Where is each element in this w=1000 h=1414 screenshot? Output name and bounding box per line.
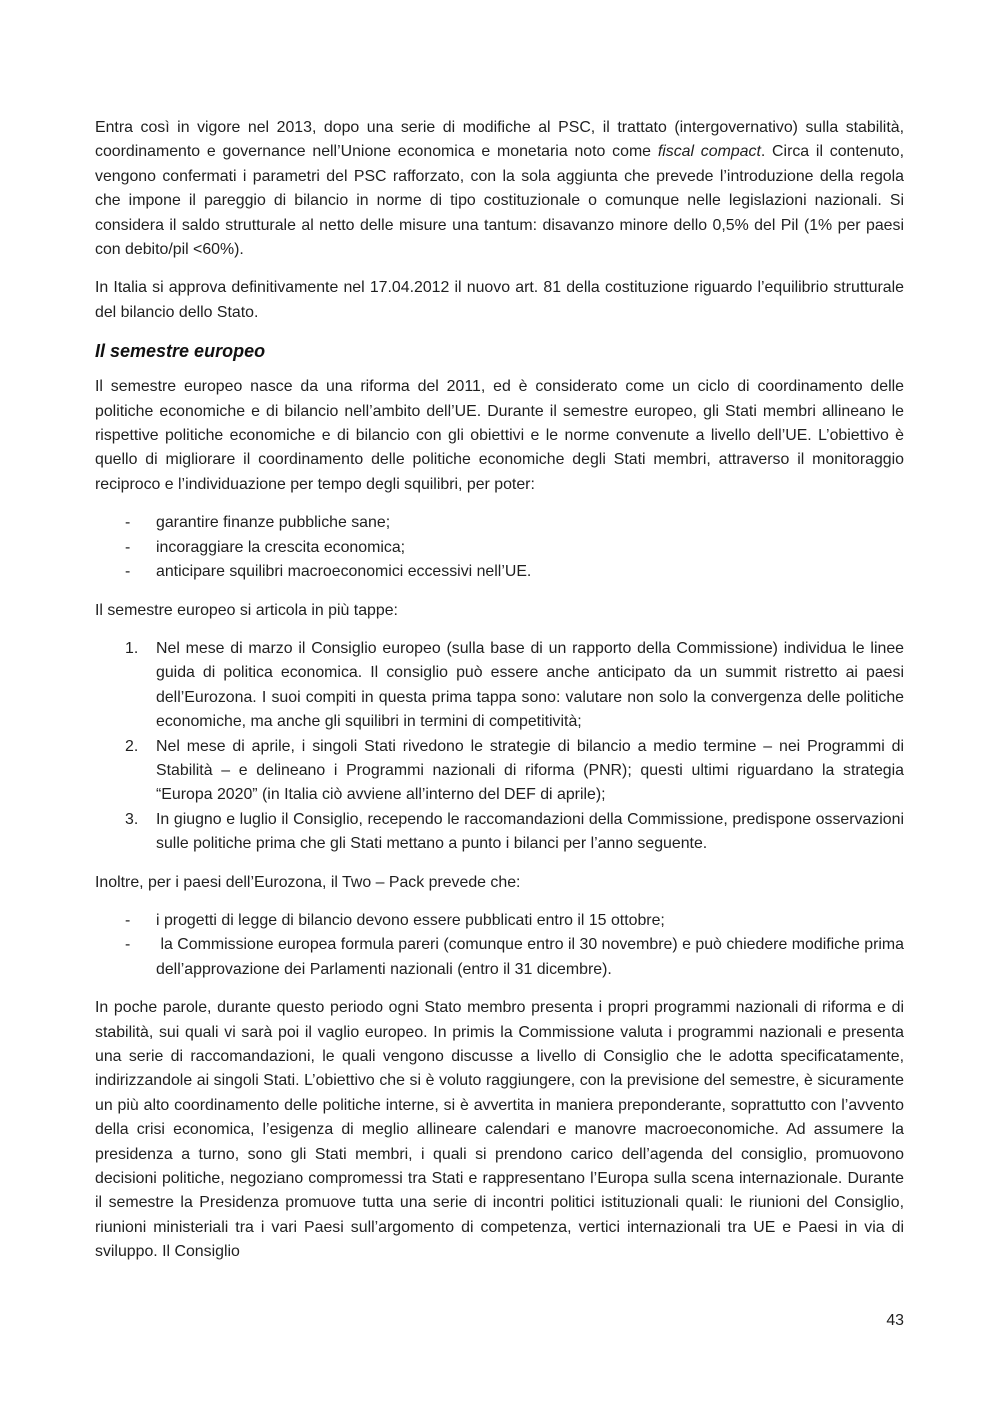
paragraph-tappe: Il semestre europeo si articola in più tappe: [95, 601, 398, 619]
list-item [95, 637, 904, 735]
list-marker: 3. [125, 810, 139, 828]
list-item [95, 933, 909, 982]
list-marker: - [125, 514, 131, 532]
list-item-text: garantire finanze pubbliche sane; [156, 514, 391, 532]
list-marker: - [125, 911, 131, 929]
fiscal-compact-term: fiscal compact [657, 143, 761, 161]
list-item [95, 909, 904, 933]
list-item-text: In giugno e luglio il Consiglio, recependo le raccomandazioni della Commissione, predispone osservazioni sulle politiche prima che gli Stati mettano a punto i bilanci per l’anno seguente. [156, 810, 904, 853]
list-marker: - [125, 936, 131, 954]
paragraph-text: . Circa il contenuto, vengono confermati i parametri del PSC rafforzato, con la sola aggiunta che prevede l’introduzione della regola che impone il pareggio di bilancio in norme di tipo costituzionale o comunque nelle legislazioni nazionali. Si considera il saldo strutturale al netto delle misure una tantum: disavanzo minore dello 0,5% del Pil (1% per paesi con debito/pil <60%). [95, 143, 904, 259]
paragraph-text: Entra così in vigore nel 2013, dopo una serie di modifiche al PSC, il trattato (intergovernativo) sulla stabilità, coordinamento e governance nell’Unione economica e monetaria noto come [95, 119, 904, 161]
paragraph-semestre-intro: Il semestre europeo nasce da una riforma del 2011, ed è considerato come un ciclo di coordinamento delle politiche economiche e di bilancio nell’ambito dell’UE. Durante il semestre europeo, gli Stati membri allineano le rispettive politiche economiche e di bilancio con gli obiettivi e le norme convenute a livello dell’UE. L’obiettivo è quello di migliorare il coordinamento delle politiche economiche degli Stati membri, attraverso il monitoraggio reciproco e l’individuazione per tempo degli squilibri, per poter: [95, 378, 904, 493]
paragraph-summary: In poche parole, durante questo periodo ogni Stato membro presenta i propri programmi nazionali di riforma e di stabilità, sui quali vi sarà poi il vaglio europeo. In primis la Commissione valuta i programmi nazionali e presenta una serie di raccomandazioni, le quali vengono discusse a livello di Consiglio che le adotta specificatamente, indirizzandole ai singoli Stati. L’obiettivo che si è voluto raggiungere, con la previsione del semestre, è sicuramente un più alto coordinamento delle politiche interne, si è avvertita in maniera preponderante, soprattutto con l’avvento della crisi economica, l’esigenza di meglio allineare calendari e manovre macroeconomiche. Ad assumere la presidenza a turno, sono gli Stati membri, i quali si prendono carico dell’agenda del consiglio, promuovono decisioni politiche, negoziano compromessi tra Stati e rappresentano l’Europa sulla scena internazionale. Durante il semestre la Presidenza promuove tutta una serie di incontri politici istituzionali quali: le riunioni del Consiglio, riunioni ministeriali tra i vari Paesi sull’argomento di competenza, vertici internazionali tra UE e Paesi in via di sviluppo. Il Consiglio [95, 999, 904, 1261]
list-item-text: Nel mese di marzo il Consiglio europeo (sulla base di un rapporto della Commissione) individua le linee guida di politica economica. Il consiglio può essere anche anticipato da un summit ristretto ai paesi dell’Eurozona. I suoi compiti in questa prima tappa sono: valutare non solo la convergenza delle politiche economiche, ma anche gli squilibri in termini di competitività; [156, 639, 904, 731]
list-item [95, 735, 904, 808]
list-marker: 1. [125, 639, 139, 657]
list-item-text: Nel mese di aprile, i singoli Stati rivedono le strategie di bilancio a medio termine – nei Programmi di Stabilità – e delineano i Programmi nazionali di riforma (PNR); questi ultimi riguardano la strategia “Europa 2020” (in Italia ciò avviene all’interno del DEF di aprile); [156, 737, 904, 804]
list-marker: - [125, 563, 131, 581]
paragraph-italia-art81: In Italia si approva definitivamente nel 17.04.2012 il nuovo art. 81 della costituzione riguardo l’equilibrio strutturale del bilancio dello Stato. [95, 279, 904, 321]
list-item-text: i progetti di legge di bilancio devono essere pubblicati entro il 15 ottobre; [156, 911, 665, 929]
list-item [95, 511, 904, 535]
list-item-text: anticipare squilibri macroeconomici eccessivi nell’UE. [156, 563, 532, 581]
goals-list [95, 511, 904, 584]
two-pack-list [95, 909, 909, 982]
steps-list [95, 637, 904, 857]
paragraph-fiscal-compact [95, 116, 904, 262]
list-item-text: incoraggiare la crescita economica; [156, 538, 406, 556]
list-item [95, 808, 904, 857]
section-heading: Il semestre europeo [95, 341, 266, 362]
page-number: 43 [886, 1312, 904, 1329]
list-marker: - [125, 538, 131, 556]
list-item [95, 560, 904, 584]
paragraph-two-pack: Inoltre, per i paesi dell’Eurozona, il Two – Pack prevede che: [95, 873, 521, 891]
list-item [95, 536, 904, 560]
list-marker: 2. [125, 737, 139, 755]
list-item-text: la Commissione europea formula pareri (comunque entro il 30 novembre) e può chiedere modifiche prima dell’approvazione dei Parlamenti nazionali (entro il 31 dicembre). [156, 936, 909, 978]
